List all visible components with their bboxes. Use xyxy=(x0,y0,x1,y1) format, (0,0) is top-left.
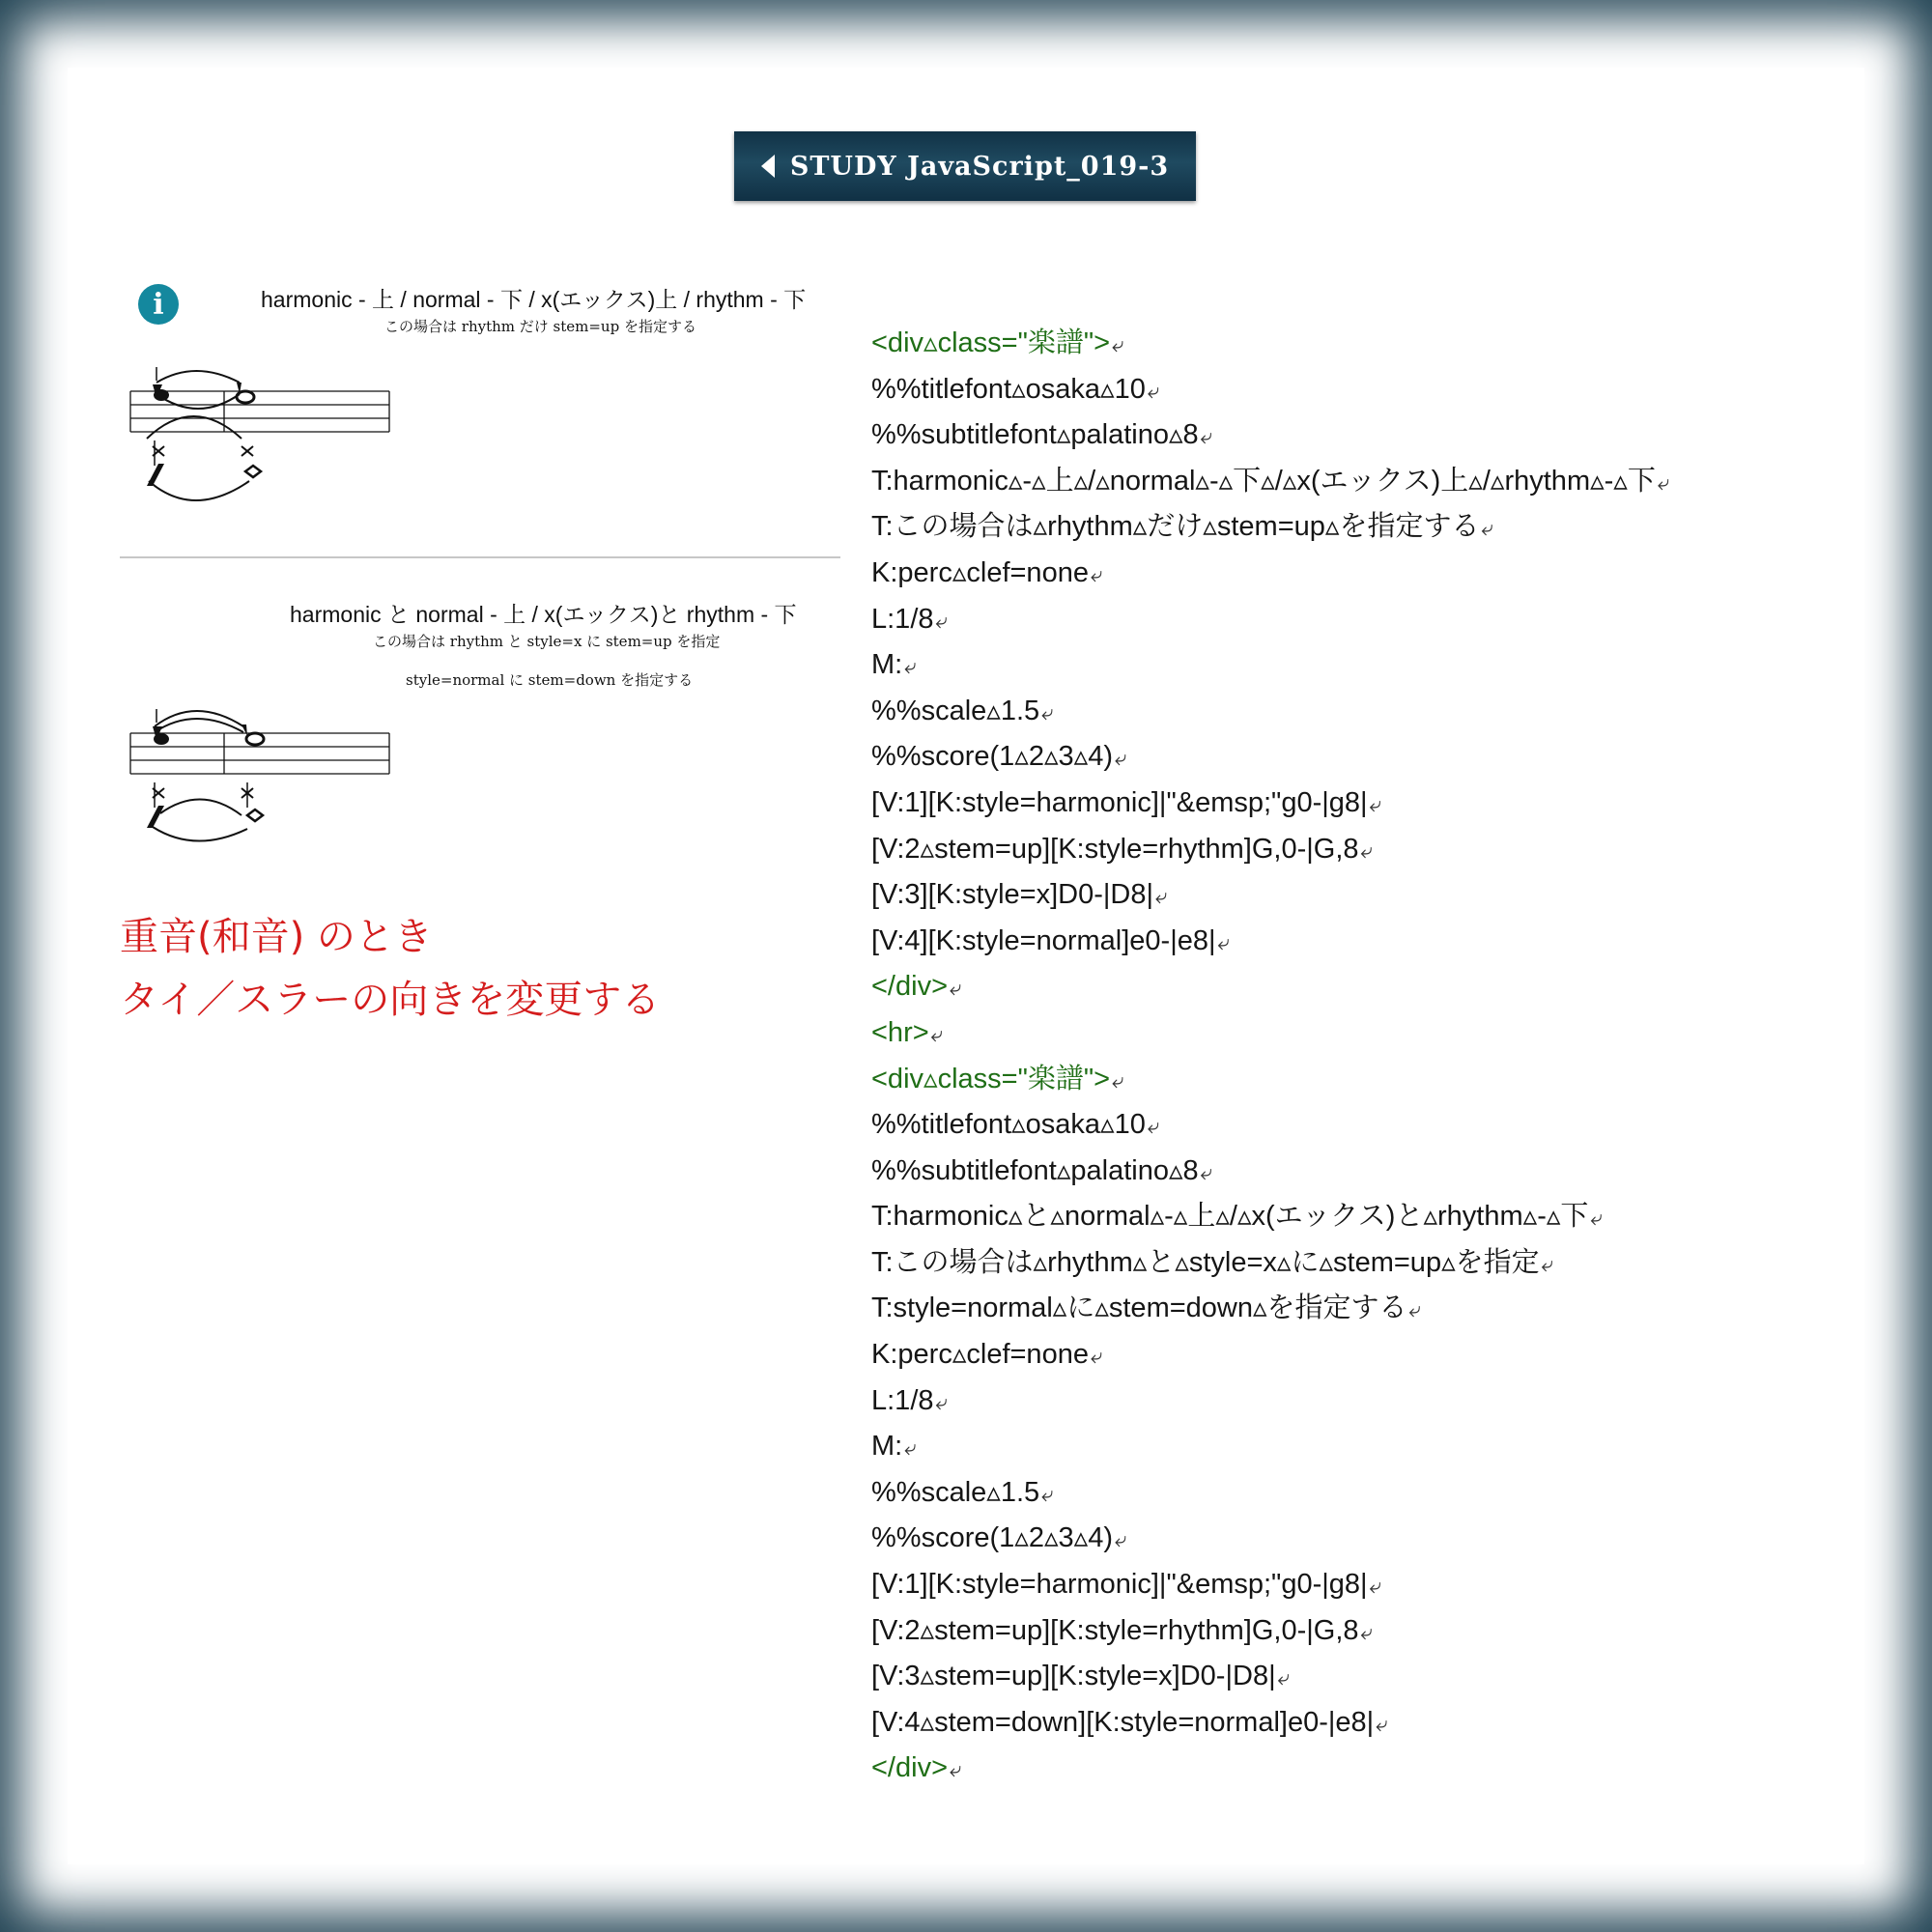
code-line xyxy=(871,1608,1857,1655)
score1-title: harmonic - 上 / normal - 下 / x(エックス)上 / rhythm - 下 xyxy=(261,287,807,312)
score2-title: harmonic と normal - 上 / x(エックス)と rhythm - 下 xyxy=(290,602,797,627)
return-icon: ⤶ xyxy=(1090,561,1103,586)
code-line xyxy=(871,1700,1857,1747)
code-line xyxy=(871,1194,1857,1240)
return-icon: ⤶ xyxy=(1369,791,1381,816)
code-line xyxy=(871,1057,1857,1103)
return-icon: ⤶ xyxy=(1200,424,1212,449)
code-line-text: [V:4▵stem=down][K:style=normal]e0-|e8| xyxy=(871,1706,1375,1738)
code-line xyxy=(871,1424,1857,1470)
return-icon: ⤶ xyxy=(904,654,917,679)
info-icon[interactable]: i xyxy=(138,284,179,325)
caption-line-1: 重音(和音) のとき xyxy=(120,915,433,959)
return-icon: ⤶ xyxy=(1481,516,1493,541)
return-icon: ⤶ xyxy=(1376,1711,1388,1736)
code-line xyxy=(871,872,1857,919)
return-icon: ⤶ xyxy=(1041,699,1054,724)
return-icon: ⤶ xyxy=(1155,884,1168,909)
code-line-text: [V:3▵stem=up][K:style=x]D0-|D8| xyxy=(871,1661,1276,1692)
code-line-text: [V:1][K:style=harmonic]|"&emsp;"g0-|g8| xyxy=(871,786,1368,818)
code-line xyxy=(871,1470,1857,1517)
code-line-text: T:この場合は▵rhythm▵だけ▵stem=up▵を指定する xyxy=(871,511,1480,543)
return-icon: ⤶ xyxy=(930,1021,943,1046)
return-icon: ⤶ xyxy=(1369,1574,1381,1599)
code-line xyxy=(871,1149,1857,1195)
caption-line-2: タイ／スラーの向きを変更する xyxy=(120,978,661,1022)
code-line-text: %%subtitlefont▵palatino▵8 xyxy=(871,419,1199,451)
page-title: STUDY JavaScript_019-3 xyxy=(789,151,1170,182)
code-line xyxy=(871,551,1857,597)
code-line-text: </div> xyxy=(871,971,948,1003)
return-icon: ⤶ xyxy=(1590,1206,1603,1231)
return-icon: ⤶ xyxy=(1114,1527,1127,1552)
return-icon: ⤶ xyxy=(1657,469,1670,495)
code-line-text: %%scale▵1.5 xyxy=(871,695,1040,726)
return-icon: ⤶ xyxy=(950,1757,962,1782)
return-icon: ⤶ xyxy=(1147,378,1160,403)
return-icon: ⤶ xyxy=(935,1389,948,1414)
return-icon: ⤶ xyxy=(1408,1297,1421,1322)
code-line-text: L:1/8 xyxy=(871,603,934,635)
code-block xyxy=(871,321,1857,1792)
score2-subtitle-2: style=normal に stem=down を指定する xyxy=(406,671,694,689)
code-line-text: %%score(1▵2▵3▵4) xyxy=(871,1522,1113,1554)
code-line xyxy=(871,919,1857,965)
return-icon: ⤶ xyxy=(1041,1481,1054,1506)
code-line-text: [V:1][K:style=harmonic]|"&emsp;"g0-|g8| xyxy=(871,1569,1368,1601)
return-icon: ⤶ xyxy=(1360,1619,1373,1644)
code-line-text: M: xyxy=(871,1431,903,1463)
return-icon: ⤶ xyxy=(1090,1344,1103,1369)
return-icon: ⤶ xyxy=(1277,1665,1290,1690)
code-line xyxy=(871,689,1857,735)
code-line xyxy=(871,321,1857,367)
code-line xyxy=(871,1746,1857,1792)
code-line xyxy=(871,1240,1857,1287)
score2-staff xyxy=(126,707,396,862)
return-icon: ⤶ xyxy=(1112,332,1124,356)
score1-subtitle: この場合は rhythm だけ stem=up を指定する xyxy=(384,318,696,335)
code-line-text: T:harmonic▵-▵上▵/▵normal▵-▵下▵/▵x(エックス)上▵/▵rhythm▵-▵下 xyxy=(871,465,1656,497)
code-line xyxy=(871,781,1857,827)
code-line-text: M: xyxy=(871,649,903,681)
code-line-text: [V:2▵stem=up][K:style=rhythm]G,0-|G,8 xyxy=(871,833,1359,865)
code-line xyxy=(871,1286,1857,1332)
code-line xyxy=(871,1010,1857,1057)
code-line xyxy=(871,1562,1857,1608)
code-line-text: K:perc▵clef=none xyxy=(871,1339,1089,1371)
return-icon: ⤶ xyxy=(950,976,962,1001)
score2-subtitle-1: この場合は rhythm と style=x に stem=up を指定 xyxy=(373,633,721,650)
return-icon: ⤶ xyxy=(1360,838,1373,863)
code-line-text: T:harmonic▵と▵normal▵-▵上▵/▵x(エックス)と▵rhythm▵-▵下 xyxy=(871,1201,1589,1233)
code-line xyxy=(871,1654,1857,1700)
code-line-text: %%titlefont▵osaka▵10 xyxy=(871,1109,1146,1141)
code-line xyxy=(871,1102,1857,1149)
code-line xyxy=(871,367,1857,413)
return-icon: ⤶ xyxy=(904,1435,917,1461)
code-line xyxy=(871,1516,1857,1562)
code-line-text: L:1/8 xyxy=(871,1384,934,1416)
code-line-text: T:この場合は▵rhythm▵と▵style=x▵に▵stem=up▵を指定 xyxy=(871,1246,1540,1278)
code-line xyxy=(871,964,1857,1010)
return-icon: ⤶ xyxy=(1541,1251,1553,1276)
code-line-text: %%score(1▵2▵3▵4) xyxy=(871,741,1113,773)
back-title-button[interactable] xyxy=(734,131,1196,201)
section-divider xyxy=(120,556,840,558)
code-line-text: [V:3][K:style=x]D0-|D8| xyxy=(871,879,1154,911)
code-line-text: K:perc▵clef=none xyxy=(871,556,1089,588)
code-line-text: </div> xyxy=(871,1752,948,1784)
code-line xyxy=(871,412,1857,459)
return-icon: ⤶ xyxy=(1200,1159,1212,1184)
code-line-text: %%scale▵1.5 xyxy=(871,1476,1040,1508)
code-line xyxy=(871,459,1857,505)
code-line-text: %%titlefont▵osaka▵10 xyxy=(871,373,1146,405)
code-line-text: <div▵class="楽譜"> xyxy=(871,327,1111,358)
code-line-text: %%subtitlefont▵palatino▵8 xyxy=(871,1154,1199,1186)
back-triangle-icon xyxy=(761,155,775,178)
code-line xyxy=(871,1332,1857,1378)
code-line xyxy=(871,734,1857,781)
return-icon: ⤶ xyxy=(1112,1067,1124,1093)
return-icon: ⤶ xyxy=(1217,929,1230,954)
code-line-text: <div▵class="楽譜"> xyxy=(871,1063,1111,1094)
code-line xyxy=(871,597,1857,643)
code-line-text: T:style=normal▵に▵stem=down▵を指定する xyxy=(871,1293,1407,1324)
code-line xyxy=(871,504,1857,551)
return-icon: ⤶ xyxy=(1114,746,1127,771)
code-line xyxy=(871,1378,1857,1425)
code-line xyxy=(871,642,1857,689)
return-icon: ⤶ xyxy=(1147,1114,1160,1139)
return-icon: ⤶ xyxy=(935,608,948,633)
code-line-text: <hr> xyxy=(871,1016,929,1048)
code-line xyxy=(871,827,1857,873)
code-line-text: [V:4][K:style=normal]e0-|e8| xyxy=(871,924,1216,956)
code-line-text: [V:2▵stem=up][K:style=rhythm]G,0-|G,8 xyxy=(871,1614,1359,1646)
score1-staff xyxy=(126,365,396,520)
